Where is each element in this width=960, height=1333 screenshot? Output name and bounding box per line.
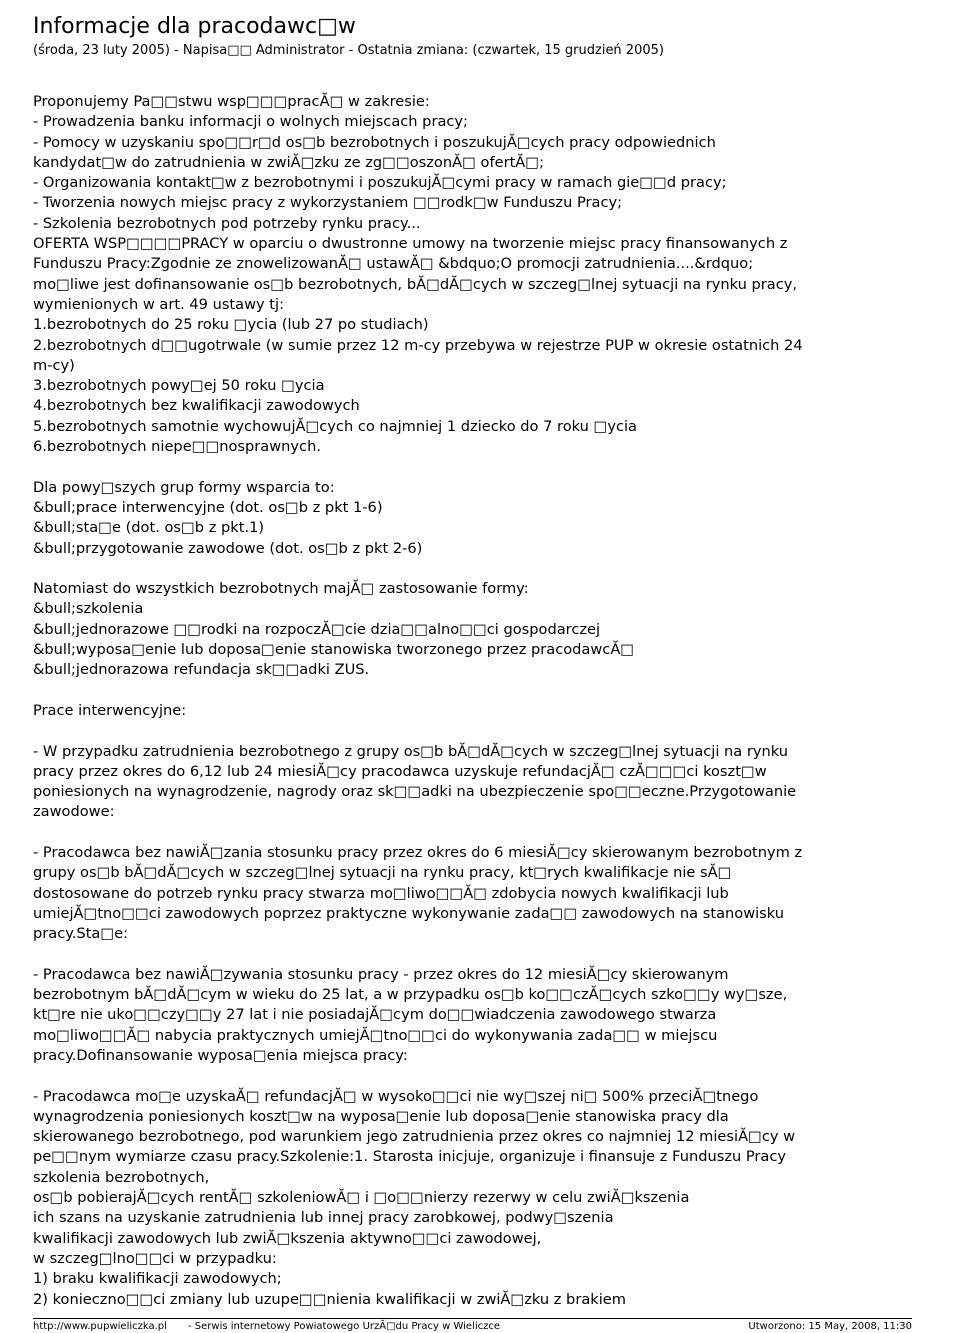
text-line: - W przypadku zatrudnienia bezrobotnego z grupy os□b bĂ□dĂ□cych w szczeg□lnej sytuacji na rynku <box>33 742 789 760</box>
article-meta: (środa, 23 luty 2005) - Napisa□□ Administrator - Ostatnia zmiana: (czwartek, 15 grudzień 2005) <box>33 43 664 58</box>
text-line: 2.bezrobotnych d□□ugotrwale (w sumie przez 12 m-cy przebywa w rejestrze PUP w okresie ostatnich 24 <box>33 336 803 354</box>
text-line: - Szkolenia bezrobotnych pod potrzeby rynku pracy... <box>33 214 421 232</box>
text-line: kandydat□w do zatrudnienia w zwiĂ□zku ze zg□□oszonĂ□ ofertĂ□; <box>33 153 544 171</box>
text-line: bezrobotnym bĂ□dĂ□cym w wieku do 25 lat, a w przypadku os□b ko□□czĂ□cych szko□□y wy□sze, <box>33 986 788 1004</box>
text-line: 5.bezrobotnych samotnie wychowujĂ□cych co najmniej 1 dziecko do 7 roku □ycia <box>33 417 637 435</box>
text-line: Proponujemy Pa□□stwu wsp□□□pracĂ□ w zakresie: <box>33 93 430 110</box>
text-line: &bull;wyposa□enie lub doposa□enie stanowiska tworzonego przez pracodawcĂ□ <box>33 641 635 659</box>
text-line: &bull;szkolenia <box>33 600 144 618</box>
footer-created-date: Utworzono: 15 May, 2008, 11:30 <box>748 1321 912 1332</box>
paragraph-gap <box>33 721 938 741</box>
text-line: 2) konieczno□□ci zmiany lub uzupe□□nienia kwalifikacji w zwiĂ□zku z brakiem <box>33 1290 626 1308</box>
text-line: m-cy) <box>33 356 75 374</box>
text-line: OFERTA WSP□□□□PRACY w oparciu o dwustronne umowy na tworzenie miejsc pracy finansowanych z <box>33 235 788 253</box>
text-line: grupy os□b bĂ□dĂ□cych w szczeg□lnej sytuacji na rynku pracy, kt□rych kwalifikacje nie sĂ□ <box>33 864 732 882</box>
text-line: &bull;jednorazowe □□rodki na rozpoczĂ□cie dzia□□alno□□ci gospodarczej <box>33 620 601 638</box>
text-line: - Tworzenia nowych miejsc pracy z wykorzystaniem □□rodk□w Funduszu Pracy; <box>33 194 623 212</box>
text-line: wynagrodzenia poniesionych koszt□w na wyposa□enie lub doposa□enie stanowiska pracy dla <box>33 1107 729 1125</box>
page-footer <box>33 1318 912 1332</box>
text-line: 4.bezrobotnych bez kwalifikacji zawodowych <box>33 397 360 415</box>
text-line: &bull;prace interwencyjne (dot. os□b z pkt 1-6) <box>33 498 383 516</box>
text-line: w szczeg□lno□□ci w przypadku: <box>33 1249 277 1267</box>
text-line: Dla powy□szych grup formy wsparcia to: <box>33 478 335 496</box>
text-line: &bull;sta□e (dot. os□b z pkt.1) <box>33 519 265 537</box>
text-line: Natomiast do wszystkich bezrobotnych majĂ□ zastosowanie formy: <box>33 580 529 598</box>
text-line: pracy.Sta□e: <box>33 925 129 943</box>
text-line: Funduszu Pracy:Zgodnie ze znowelizowanĂ□ ustawĂ□ &bdquo;O promocji zatrudnienia....&rdquo; <box>33 255 754 273</box>
text-line: dostosowane do potrzeb rynku pracy stwarza mo□liwo□□Ă□ zdobycia nowych kwalifikacji lub <box>33 884 729 902</box>
text-line: umiejĂ□tno□□ci zawodowych poprzez praktyczne wykonywanie zada□□ zawodowych na stanowisku <box>33 904 785 922</box>
text-line: Prace interwencyjne: <box>33 701 187 719</box>
paragraph-gap <box>33 944 938 964</box>
text-line: 1.bezrobotnych do 25 roku □ycia (lub 27 po studiach) <box>33 316 429 334</box>
document-page <box>33 14 938 1310</box>
text-line: - Pomocy w uzyskaniu spo□□r□d os□b bezrobotnych i poszukujĂ□cych pracy odpowiednich <box>33 133 716 151</box>
text-line: - Organizowania kontakt□w z bezrobotnymi i poszukujĂ□cymi pracy w ramach gie□□d pracy; <box>33 174 727 192</box>
text-line: mo□liwo□□Ă□ nabycia praktycznych umiejĂ□tno□□ci do wykonywania zada□□ w miejscu <box>33 1026 718 1044</box>
text-line: 1) braku kwalifikacji zawodowych; <box>33 1270 282 1288</box>
paragraph-gap <box>33 681 938 701</box>
text-line: 6.bezrobotnych niepe□□nosprawnych. <box>33 438 321 456</box>
paragraph-gap <box>33 823 938 843</box>
paragraph-gap <box>33 457 938 477</box>
page-title: Informacje dla pracodawc□w <box>33 14 356 39</box>
text-line: os□b pobierajĂ□cych rentĂ□ szkoleniowĂ□ i □o□□nierzy rezerwy w celu zwiĂ□kszenia <box>33 1189 690 1207</box>
text-line: 3.bezrobotnych powy□ej 50 roku □ycia <box>33 377 325 395</box>
text-line: - Prowadzenia banku informacji o wolnych miejscach pracy; <box>33 113 468 131</box>
text-line: ich szans na uzyskanie zatrudnienia lub innej pracy zarobkowej, podwy□szenia <box>33 1209 614 1227</box>
text-line: skierowanego bezrobotnego, pod warunkiem jego zatrudnienia przez okres co najmniej 12 miesiĂ□cy w <box>33 1128 796 1146</box>
text-line: wymienionych w art. 49 ustawy tj: <box>33 295 285 313</box>
footer-site-name: - Serwis internetowy Powiatowego UrzĂ□du Pracy w Wieliczce <box>188 1321 500 1332</box>
text-line: - Pracodawca mo□e uzyskaĂ□ refundacjĂ□ w wysoko□□ci nie wy□szej ni□ 500% przeciĂ□tnego <box>33 1087 759 1105</box>
text-line: mo□liwe jest dofinansowanie os□b bezrobotnych, bĂ□dĂ□cych w szczeg□lnej sytuacji na rynku pracy, <box>33 275 798 293</box>
text-line: pe□□nym wymiarze czasu pracy.Szkolenie:1. Starosta inicjuje, organizuje i finansuje z Funduszu Pracy <box>33 1148 787 1166</box>
text-line: poniesionych na wynagrodzenie, nagrody oraz sk□□adki na ubezpieczenie spo□□eczne.Przygotowanie <box>33 783 797 801</box>
text-line: zawodowe: <box>33 803 115 821</box>
text-line: kt□re nie uko□□czy□□y 27 lat i nie posiadajĂ□cym do□□wiadczenia zawodowego stwarza <box>33 1006 717 1024</box>
text-line: pracy przez okres do 6,12 lub 24 miesiĂ□cy pracodawca uzyskuje refundacjĂ□ czĂ□□□ci koszt□w <box>33 762 767 780</box>
paragraph-gap <box>33 1066 938 1086</box>
text-line: pracy.Dofinansowanie wyposa□enia miejsca pracy: <box>33 1046 408 1064</box>
text-line: - Pracodawca bez nawiĂ□zywania stosunku pracy - przez okres do 12 miesiĂ□cy skierowanym <box>33 965 729 983</box>
article-body <box>33 92 938 1310</box>
text-line: kwalifikacji zawodowych lub zwiĂ□kszenia aktywno□□ci zawodowej, <box>33 1229 542 1247</box>
text-line: &bull;jednorazowa refundacja sk□□adki ZUS. <box>33 661 370 679</box>
text-line: &bull;przygotowanie zawodowe (dot. os□b z pkt 2-6) <box>33 539 423 557</box>
text-line: - Pracodawca bez nawiĂ□zania stosunku pracy przez okres do 6 miesiĂ□cy skierowanym bezrobotnym z <box>33 843 803 861</box>
paragraph-gap <box>33 559 938 579</box>
footer-url[interactable]: http://www.pupwieliczka.pl <box>33 1321 167 1332</box>
text-line: szkolenia bezrobotnych, <box>33 1168 210 1186</box>
